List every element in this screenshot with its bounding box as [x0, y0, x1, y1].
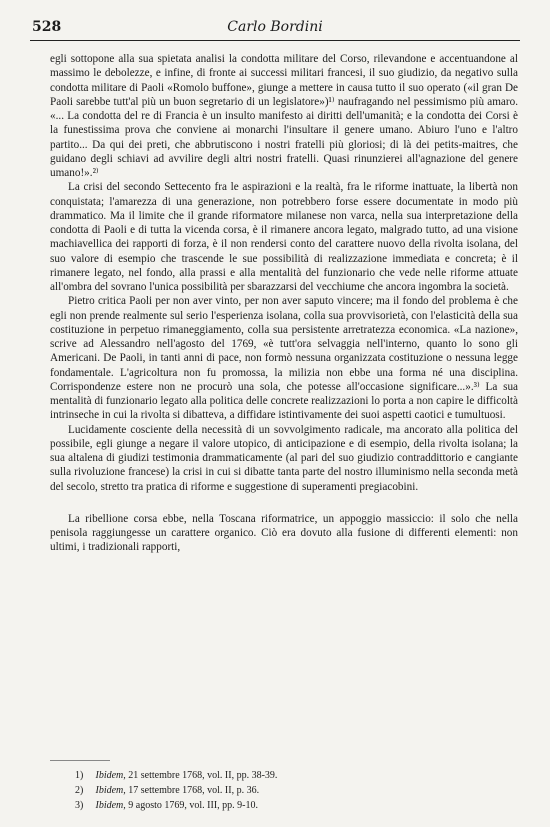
footnote-source: Ibidem, [95, 800, 126, 811]
footnote-detail: 17 settembre 1768, vol. II, p. 36. [128, 785, 260, 796]
footnote-number: 1) [75, 770, 84, 781]
running-title: Carlo Bordini [227, 19, 323, 35]
body-text [50, 52, 518, 555]
footnote-detail: 9 agosto 1769, vol. III, pp. 9-10. [128, 800, 258, 811]
footnote [75, 768, 515, 783]
footnote-number: 3) [75, 800, 84, 811]
page-header [30, 18, 520, 41]
page-number: 528 [32, 19, 62, 35]
footnote-number: 2) [75, 785, 84, 796]
footnote [75, 798, 515, 813]
footnote-divider [50, 760, 110, 761]
footnote-detail: 21 settembre 1768, vol. II, pp. 38-39. [128, 770, 278, 781]
paragraph: Lucidamente cosciente della necessità di un sovvolgimento radicale, ma ancorato alla politica del possibile, egli giunge a negare il valore utopico, di anticipazione e di esempio, della rivolta isolana; la sua altalena di giudizi testimonia drammaticamente (al pari del suo giudizio contraddittorio e cangiante sulla rivoluzione francese) la crisi in cui si dibatte tanta parte del nostro illuminismo nella seconda metà del secolo, stretto tra pratica di riforme e suggestione di superamenti pregiacobini. [50, 423, 518, 493]
footnote-source: Ibidem, [95, 770, 126, 781]
paragraph: La ribellione corsa ebbe, nella Toscana riformatrice, un appoggio massiccio: il solo che nella penisola raggiungesse un carattere organico. Ciò era dovuto alla fusione di differenti elementi: non ultimi, i tradizionali rapporti, [50, 512, 518, 554]
paragraph: egli sottopone alla sua spietata analisi la condotta militare del Corso, rilevandone e accentuandone al massimo le debolezze, e infine, di fronte ai successi militari francesi, il suo giudizio, da negativo sulla condotta militare di Paoli «Romolo buffone», giunge a mettere in causa tutto il suo operato («il gran De Paoli sarebbe tutt'al più un buon segretario di un legislatore»)¹⁾ naufragando nel pessimismo più amaro. «... La condotta del re di Francia è un insulto manifesto ai diritti dell'umanità; e la condotta dei Corsi è la funestissima prova che conviene ai monarchi l'insultare il genere umano. Abiuro l'uno e l'altro partito... Da qui dei preti, che abbrutiscono i nostri fratelli più gloriosi; di là dei petits-maitres, che guidano degli schiavi ad avvilire degli altri nostri fratelli. Quasi rinunzierei all'agnazione del genere umano!».²⁾ [50, 53, 518, 179]
paragraph: Pietro critica Paoli per non aver vinto, per non aver saputo vincere; ma il fondo del problema è che egli non prende realmente sul serio l'esperienza isolana, colla sua provvisorietà, con l'elasticità della sua costituzione in perpetuo rimaneggiamento, colla sua persistente arretratezza economica. «La nazione», scrive ad Alessandro nell'agosto del 1769, «è tutt'ora selvaggia nell'interno, quanto lo sono gli Americani. De Paoli, in tanti anni di pace, non formò nessuna organizzata costituzione o nessuna legge fondamentale. L'agricoltura non fu promossa, la milizia non ebbe una forma né una disciplina. Corrispondenze estere non ne procurò una sola, che potesse all'occasione significare...».³⁾ La sua mentalità di funzionario legato alla politica delle concrete realizzazioni lo porta a non capire le difficoltà intrinseche in cui la rivolta si dibatteva, a diffidare istintivamente dei suoi aspetti caotici e tumultuosi. [50, 295, 518, 422]
footnote-source: Ibidem, [95, 785, 126, 796]
paragraph: La crisi del secondo Settecento fra le aspirazioni e la realtà, fra le riforme inattuate, la libertà non conquistata; l'amarezza di una generazione, non potrebbero forse essere documentate in modo più drammatico. Ma il limite che il grande riformatore milanese non varca, nella sua interpretazione della condotta di Paoli e di tutta la vicenda corsa, è il rimanere ancora legato, malgrado tutto, ad una visione machiavellica dei rapporti di forza, è il non rendersi conto del carattere nuovo della rivolta isolana, del suo valore di esempio che trascende le sue possibilità di realizzazione immediata e concreta; è il rimanere legato, nel fondo, alla prassi e alla mentalità del funzionario che vede nelle riforme attuate all'ombra del sovrano l'unica possibilità per sbarazzarsi del vecchiume che ancora ingombra la società. [50, 181, 518, 293]
footnote [75, 783, 515, 798]
footnotes [75, 768, 515, 813]
